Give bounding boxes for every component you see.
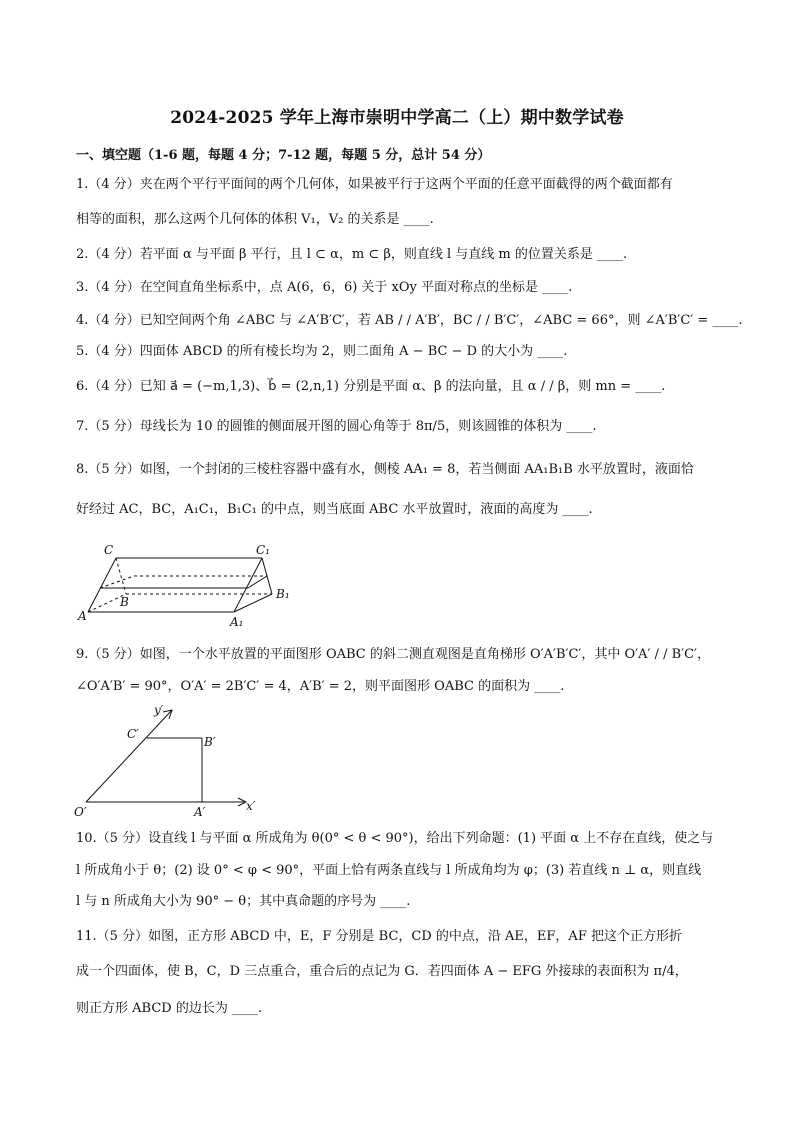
q11-line1: 11.（5 分）如图，正方形 ABCD 中，E，F 分别是 BC，CD 的中点，沿 AE，EF，AF 把这个正方形折 [76,929,682,944]
q6-text: 6.（4 分）已知 a⃗ = (−m,1,3)、b⃗ = (2,n,1) 分别是平面 α、β 的法向量，且 α / / β，则 mn = ____. [76,379,666,394]
q1-line1: 1.（4 分）夹在两个平行平面间的两个几何体，如果被平行于这两个平面的任意平面截得的两个截面都有 [76,177,673,192]
fig9-label-C: C′ [127,727,139,741]
fig9-label-A: A′ [194,805,206,819]
q11-line2: 成一个四面体，使 B，C，D 三点重合，重合后的点记为 G．若四面体 A − EFG 外接球的表面积为 π/4， [76,964,688,979]
fig8-label-B: B [120,595,129,609]
q7-text: 7.（5 分）母线长为 10 的圆锥的侧面展开图的圆心角等于 8π/5，则该圆锥的体积为 ____. [76,419,597,434]
fig8-label-A: A [78,609,87,623]
fig8-label-C: C [104,543,114,557]
q8-line2: 好经过 AC，BC，A₁C₁，B₁C₁ 的中点，则当底面 ABC 水平放置时，液面的高度为 ____. [76,502,593,517]
q1-line2: 相等的面积，那么这两个几何体的体积 V₁，V₂ 的关系是 ____. [76,212,434,227]
q9-line1: 9.（5 分）如图，一个水平放置的平面图形 OABC 的斜二测直观图是直角梯形 O′A′B′C′，其中 O′A′ / / B′C′， [76,647,710,662]
fig9-label-O: O′ [74,805,87,819]
q10-line1: 10.（5 分）设直线 l 与平面 α 所成角为 θ(0° < θ < 90°)，给出下列命题：(1) 平面 α 上不存在直线，使之与 [76,831,714,846]
fig9-label-x: x′ [246,799,256,813]
q11-line3: 则正方形 ABCD 的边长为 ____. [76,1001,263,1016]
fig8-label-A1: A₁ [230,615,244,628]
q8-prism-figure [76,538,296,628]
fig9-label-B: B′ [204,735,216,749]
q9-trapezoid-figure [70,700,270,820]
q9-line2: ∠O′A′B′ = 90°，O′A′ = 2B′C′ = 4，A′B′ = 2，则平面图形 OABC 的面积为 ____. [76,679,565,694]
q8-line1: 8.（5 分）如图，一个封闭的三棱柱容器中盛有水，侧棱 AA₁ = 8，若当侧面 AA₁B₁B 水平放置时，液面恰 [76,462,694,477]
q10-line2: l 所成角小于 θ；(2) 设 0° < φ < 90°，平面上恰有两条直线与 l 所成角均为 φ；(3) 若直线 n ⊥ α，则直线 [76,863,702,878]
section-heading-fill-in: 一、填空题（1-6 题，每题 4 分；7-12 题，每题 5 分，总计 54 分） [76,148,491,163]
q10-line3: l 与 n 所成角大小为 90° − θ；其中真命题的序号为 ____. [76,894,411,909]
q3-text: 3.（4 分）在空间直角坐标系中，点 A(6，6，6) 关于 xOy 平面对称点的坐标是 ____. [76,280,573,295]
exam-title: 2024-2025 学年上海市崇明中学高二（上）期中数学试卷 [170,108,624,128]
q5-text: 5.（4 分）四面体 ABCD 的所有棱长均为 2，则二面角 A − BC − D 的大小为 ____. [76,344,568,359]
fig8-label-C1: C₁ [256,543,270,557]
fig9-label-y: y′ [154,703,164,717]
q2-text: 2.（4 分）若平面 α 与平面 β 平行，且 l ⊂ α，m ⊂ β，则直线 l 与直线 m 的位置关系是 ____. [76,247,628,262]
q4-text: 4.（4 分）已知空间两个角 ∠ABC 与 ∠A′B′C′，若 AB / / A′B′，BC / / B′C′，∠ABC = 66°，则 ∠A′B′C′ = ____. [76,313,743,328]
fig8-label-B1: B₁ [276,587,290,601]
